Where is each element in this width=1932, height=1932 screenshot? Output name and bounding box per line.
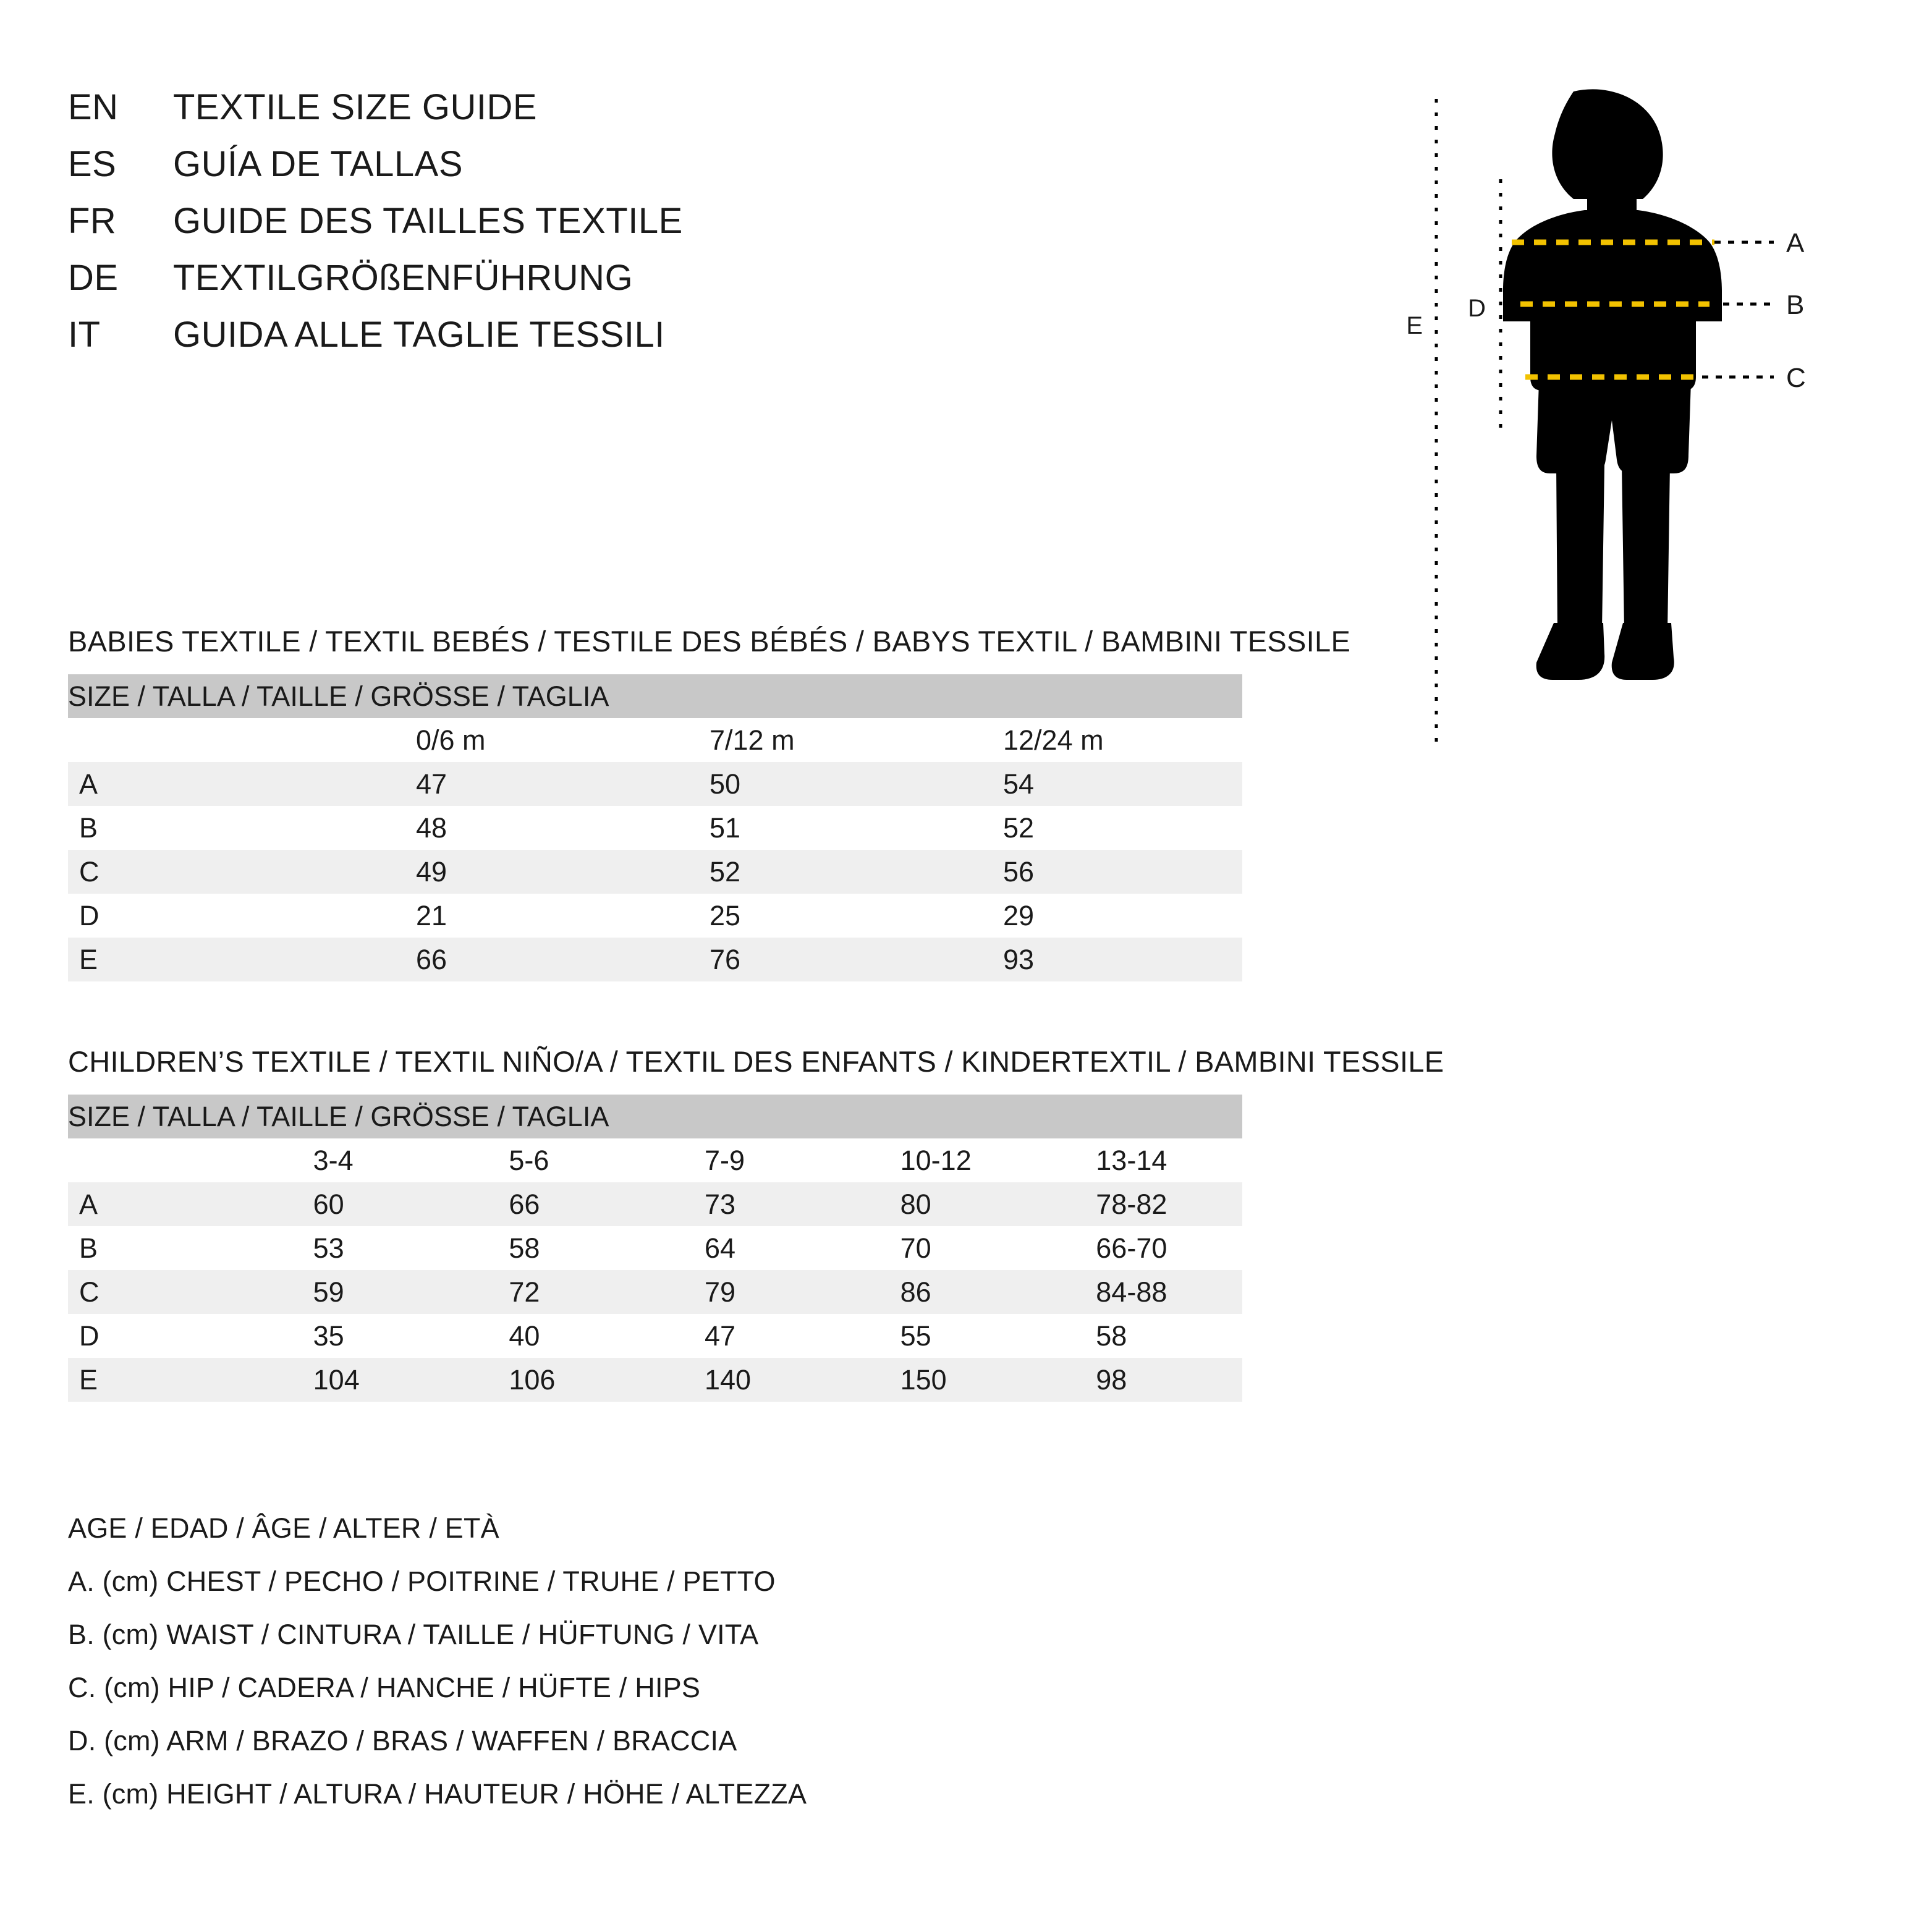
children-column-4: 13-14 bbox=[1046, 1138, 1242, 1182]
language-title: GUIDE DES TAILLES TEXTILE bbox=[173, 201, 683, 241]
row-cell: 25 bbox=[655, 894, 949, 938]
row-cell: 60 bbox=[264, 1182, 460, 1226]
row-cell: 49 bbox=[362, 850, 655, 894]
label-c: C bbox=[1786, 363, 1806, 393]
row-cell: 40 bbox=[459, 1314, 655, 1358]
row-cell: 150 bbox=[851, 1358, 1047, 1402]
row-cell: 50 bbox=[655, 762, 949, 806]
children-section bbox=[68, 1044, 1444, 1402]
measurement-figure bbox=[1388, 87, 1858, 754]
legend-list bbox=[68, 1502, 1304, 1821]
legend-item-height: E. (cm) HEIGHT / ALTURA / HAUTEUR / HÖHE / ALTEZZA bbox=[68, 1778, 807, 1810]
babies-columns-row bbox=[68, 718, 1242, 762]
row-label: D bbox=[68, 1314, 264, 1358]
row-label: C bbox=[68, 850, 362, 894]
label-d: D bbox=[1468, 295, 1486, 322]
language-row bbox=[68, 87, 1242, 143]
legend-item-age: AGE / EDAD / ÂGE / ALTER / ETÀ bbox=[68, 1512, 499, 1544]
table-row bbox=[68, 1270, 1242, 1314]
table-row bbox=[68, 1182, 1242, 1226]
children-table-header: SIZE / TALLA / TAILLE / GRÖSSE / TAGLIA bbox=[68, 1095, 1242, 1138]
table-row bbox=[68, 1358, 1242, 1402]
row-cell: 70 bbox=[851, 1226, 1047, 1270]
language-code: IT bbox=[68, 315, 101, 355]
babies-table-header: SIZE / TALLA / TAILLE / GRÖSSE / TAGLIA bbox=[68, 674, 1242, 718]
legend-item-hip: C. (cm) HIP / CADERA / HANCHE / HÜFTE / HIPS bbox=[68, 1672, 701, 1703]
row-label: E bbox=[68, 938, 362, 981]
children-columns-row bbox=[68, 1138, 1242, 1182]
children-table-header-row bbox=[68, 1095, 1242, 1138]
row-cell: 55 bbox=[851, 1314, 1047, 1358]
row-label: B bbox=[68, 1226, 264, 1270]
language-title-list bbox=[68, 87, 1242, 371]
row-label: D bbox=[68, 894, 362, 938]
table-row bbox=[68, 1226, 1242, 1270]
row-cell: 104 bbox=[264, 1358, 460, 1402]
silhouette-shape bbox=[1503, 89, 1722, 680]
row-label: A bbox=[68, 762, 362, 806]
row-label: C bbox=[68, 1270, 264, 1314]
babies-column-2: 12/24 m bbox=[949, 718, 1242, 762]
row-cell: 72 bbox=[459, 1270, 655, 1314]
babies-column-1: 7/12 m bbox=[655, 718, 949, 762]
row-cell: 93 bbox=[949, 938, 1242, 981]
row-cell: 66-70 bbox=[1046, 1226, 1242, 1270]
row-cell: 47 bbox=[362, 762, 655, 806]
row-cell: 86 bbox=[851, 1270, 1047, 1314]
language-row bbox=[68, 143, 1242, 200]
language-code: EN bbox=[68, 87, 119, 127]
label-e: E bbox=[1406, 312, 1423, 339]
table-row bbox=[68, 762, 1242, 806]
row-cell: 52 bbox=[655, 850, 949, 894]
row-cell: 58 bbox=[459, 1226, 655, 1270]
row-cell: 35 bbox=[264, 1314, 460, 1358]
legend-item-chest: A. (cm) CHEST / PECHO / POITRINE / TRUHE / PETTO bbox=[68, 1566, 776, 1597]
children-size-table bbox=[68, 1095, 1242, 1402]
babies-size-table bbox=[68, 674, 1242, 981]
language-title: TEXTILE SIZE GUIDE bbox=[173, 87, 538, 127]
child-silhouette-diagram bbox=[1388, 87, 1858, 754]
row-cell: 73 bbox=[655, 1182, 851, 1226]
row-cell: 80 bbox=[851, 1182, 1047, 1226]
children-section-title: CHILDREN’S TEXTILE / TEXTIL NIÑO/A / TEXTIL DES ENFANTS / KINDERTEXTIL / BAMBINI TESSILE bbox=[68, 1045, 1444, 1078]
children-column-1: 5-6 bbox=[459, 1138, 655, 1182]
label-b: B bbox=[1786, 290, 1805, 320]
language-row bbox=[68, 200, 1242, 257]
table-row bbox=[68, 938, 1242, 981]
row-cell: 79 bbox=[655, 1270, 851, 1314]
row-cell: 84-88 bbox=[1046, 1270, 1242, 1314]
children-column-3: 10-12 bbox=[851, 1138, 1047, 1182]
row-cell: 66 bbox=[362, 938, 655, 981]
row-cell: 106 bbox=[459, 1358, 655, 1402]
children-column-2: 7-9 bbox=[655, 1138, 851, 1182]
table-row bbox=[68, 894, 1242, 938]
babies-column-0: 0/6 m bbox=[362, 718, 655, 762]
babies-table-header-row bbox=[68, 674, 1242, 718]
row-cell: 29 bbox=[949, 894, 1242, 938]
language-code: DE bbox=[68, 258, 119, 298]
table-row bbox=[68, 850, 1242, 894]
row-label: B bbox=[68, 806, 362, 850]
row-cell: 98 bbox=[1046, 1358, 1242, 1402]
babies-column-corner bbox=[68, 718, 362, 762]
row-cell: 53 bbox=[264, 1226, 460, 1270]
label-a: A bbox=[1786, 228, 1805, 258]
row-cell: 21 bbox=[362, 894, 655, 938]
row-cell: 64 bbox=[655, 1226, 851, 1270]
language-row bbox=[68, 257, 1242, 314]
row-cell: 56 bbox=[949, 850, 1242, 894]
row-cell: 47 bbox=[655, 1314, 851, 1358]
language-code: FR bbox=[68, 201, 117, 241]
babies-section-title: BABIES TEXTILE / TEXTIL BEBÉS / TESTILE DES BÉBÉS / BABYS TEXTIL / BAMBINI TESSILE bbox=[68, 625, 1351, 658]
language-title: GUÍA DE TALLAS bbox=[173, 144, 464, 184]
table-row bbox=[68, 806, 1242, 850]
language-code: ES bbox=[68, 144, 117, 184]
language-title: TEXTILGRÖßENFÜHRUNG bbox=[173, 258, 633, 298]
row-cell: 78-82 bbox=[1046, 1182, 1242, 1226]
row-cell: 140 bbox=[655, 1358, 851, 1402]
row-label: A bbox=[68, 1182, 264, 1226]
row-cell: 54 bbox=[949, 762, 1242, 806]
legend-item-arm: D. (cm) ARM / BRAZO / BRAS / WAFFEN / BRACCIA bbox=[68, 1725, 737, 1756]
row-cell: 76 bbox=[655, 938, 949, 981]
children-column-corner bbox=[68, 1138, 264, 1182]
row-cell: 66 bbox=[459, 1182, 655, 1226]
row-cell: 48 bbox=[362, 806, 655, 850]
legend-item-waist: B. (cm) WAIST / CINTURA / TAILLE / HÜFTUNG / VITA bbox=[68, 1619, 759, 1650]
language-row bbox=[68, 314, 1242, 371]
row-cell: 59 bbox=[264, 1270, 460, 1314]
table-row bbox=[68, 1314, 1242, 1358]
row-label: E bbox=[68, 1358, 264, 1402]
row-cell: 51 bbox=[655, 806, 949, 850]
row-cell: 58 bbox=[1046, 1314, 1242, 1358]
row-cell: 52 bbox=[949, 806, 1242, 850]
babies-section bbox=[68, 624, 1351, 981]
children-column-0: 3-4 bbox=[264, 1138, 460, 1182]
language-title: GUIDA ALLE TAGLIE TESSILI bbox=[173, 315, 665, 355]
